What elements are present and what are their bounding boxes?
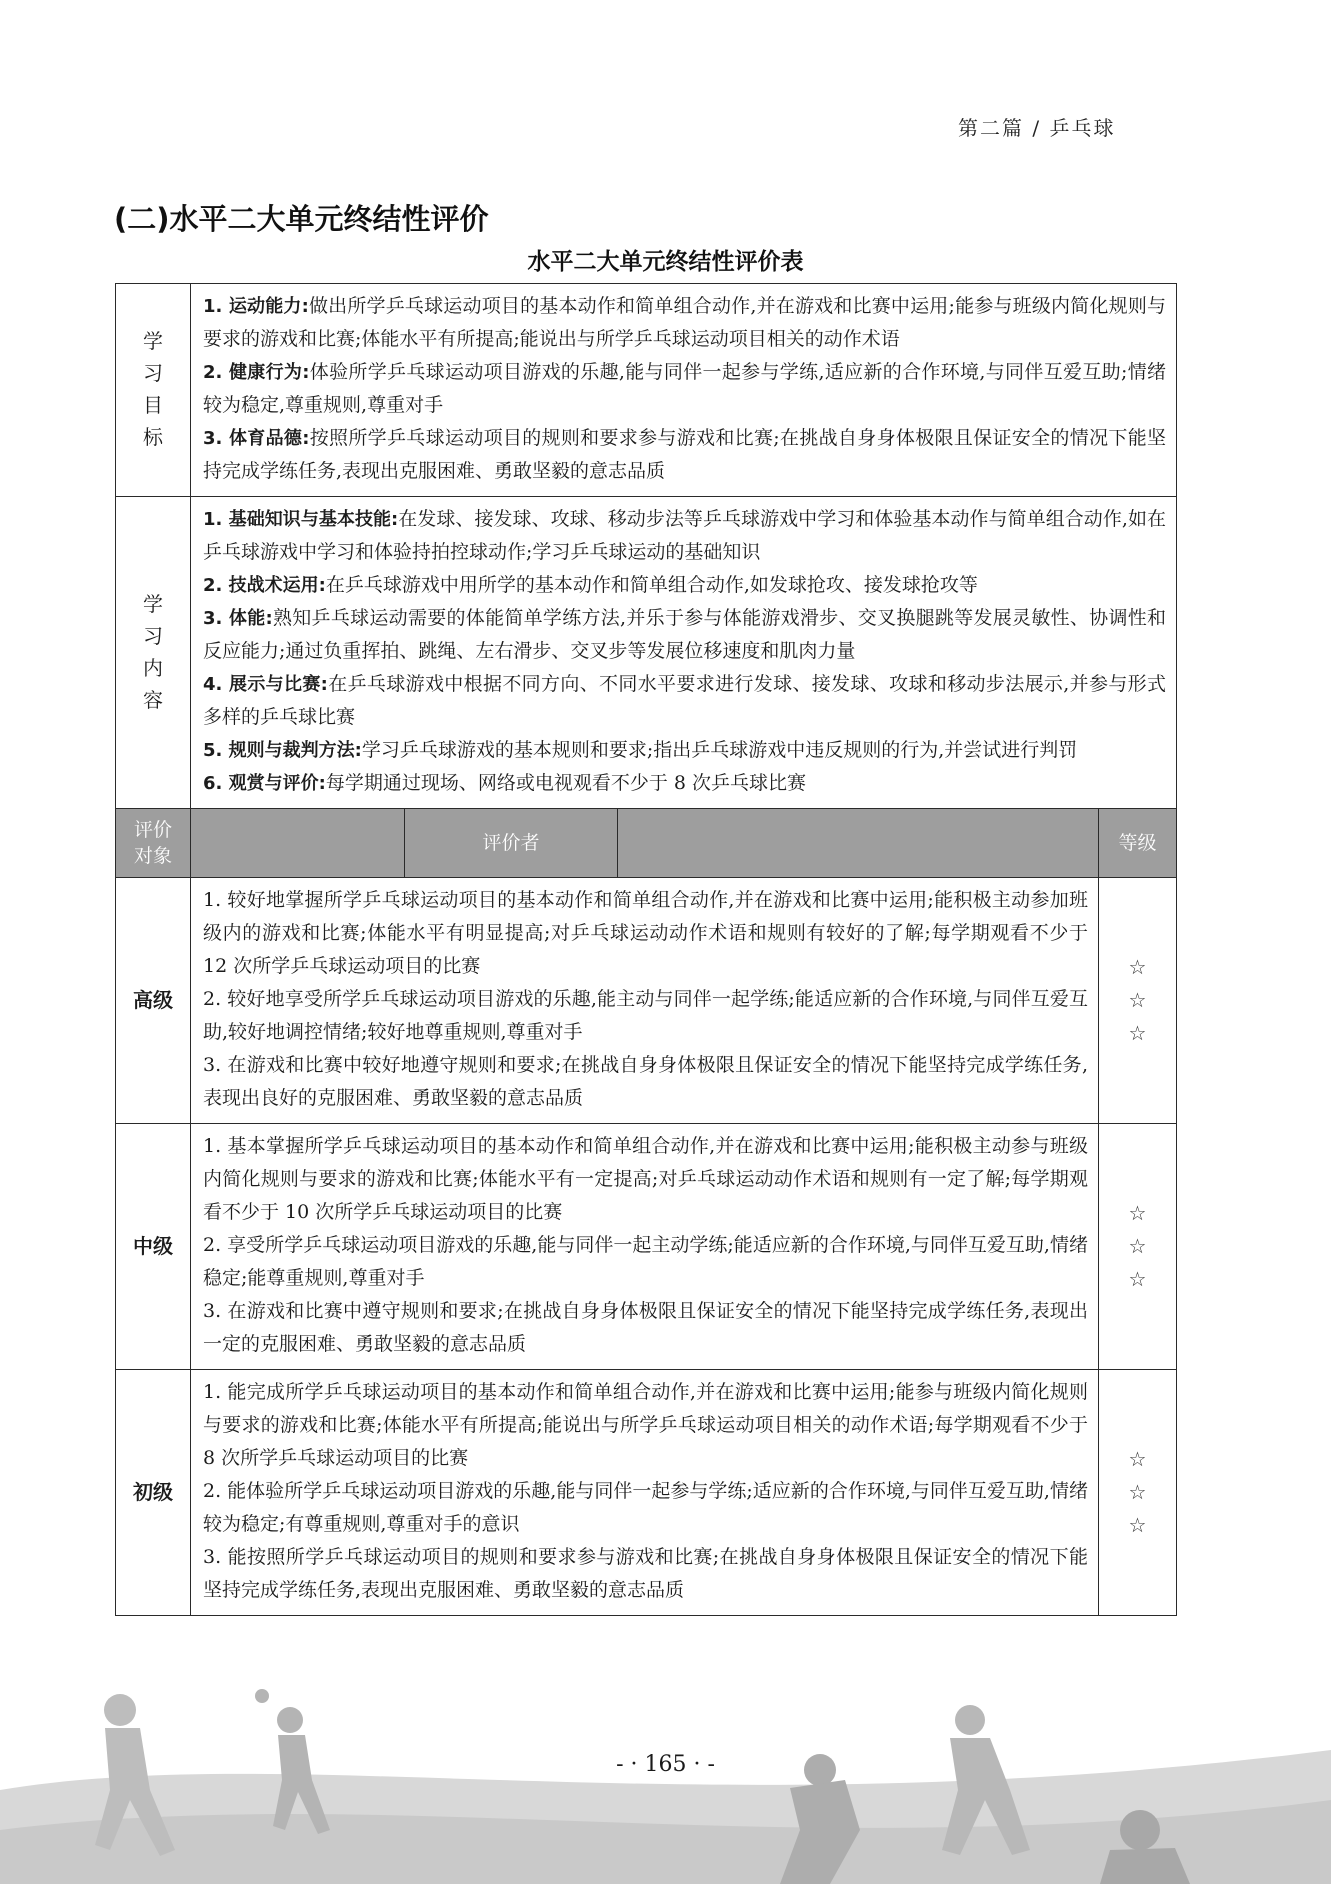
goals-content [191, 284, 1177, 497]
content-item-head: 4. 展示与比赛: [203, 674, 328, 695]
evaluation-table [115, 283, 1177, 1616]
content-item [203, 503, 1166, 569]
content-item-text: 学习乒乓球游戏的基本规则和要求;指出乒乓球游戏中违反规则的行为,并尝试进行判罚 [361, 739, 1078, 761]
page-number: - · 165 · - [616, 1752, 715, 1777]
section-title: (二)水平二大单元终结性评价 [114, 202, 489, 236]
level-item: 2. 享受所学乒乓球运动项目游戏的乐趣,能与同伴一起主动学练;能适应新的合作环境,与同伴互爱互助,情绪稳定;能尊重规则,尊重对手 [203, 1234, 1088, 1289]
star-outline-icon: ☆ [1128, 1234, 1147, 1258]
content-item [203, 668, 1166, 734]
content-content [191, 497, 1177, 809]
footer-decoration [0, 1680, 1331, 1884]
goals-label: 学习目标 [143, 329, 163, 449]
level-label: 高级 [133, 987, 173, 1012]
level-content [191, 878, 1099, 1124]
content-item [203, 767, 1166, 800]
goal-item [203, 422, 1166, 488]
content-item-head: 5. 规则与裁判方法: [203, 740, 362, 761]
content-item [203, 734, 1166, 767]
content-label-cell [116, 497, 191, 809]
goal-item-text: 体验所学乒乓球运动项目游戏的乐趣,能与同伴一起参与学练,适应新的合作环境,与同伴互爱互助;情绪较为稳定,尊重规则,尊重对手 [203, 361, 1167, 416]
grade-stars-cell [1099, 1370, 1177, 1616]
content-item [203, 569, 1166, 602]
content-item-head: 2. 技战术运用: [203, 575, 326, 596]
goals-label-cell [116, 284, 191, 497]
content-item-text: 在发球、接发球、攻球、移动步法等乒乓球游戏中学习和体验基本动作与简单组合动作,如在乒乓球游戏中学习和体验持拍控球动作;学习乒乓球运动的基础知识 [203, 508, 1167, 563]
level-row-advanced [116, 878, 1177, 1124]
header-evaluator: 评价者 [405, 809, 618, 878]
level-item: 3. 能按照所学乒乓球运动项目的规则和要求参与游戏和比赛;在挑战自身身体极限且保证安全的情况下能坚持完成学练任务,表现出克服困难、勇敢坚毅的意志品质 [203, 1546, 1088, 1601]
content-item-text: 每学期通过现场、网络或电视观看不少于 8 次乒乓球比赛 [325, 772, 806, 794]
header-target: 评价对象 [133, 819, 172, 867]
goals-row [116, 284, 1177, 497]
grade-stars-cell [1099, 1124, 1177, 1370]
goal-item-text: 按照所学乒乓球运动项目的规则和要求参与游戏和比赛;在挑战自身身体极限且保证安全的情况下能坚持完成学练任务,表现出克服困难、勇敢坚毅的意志品质 [203, 427, 1167, 482]
level-label-cell [116, 878, 191, 1124]
star-outline-icon: ☆ [1128, 988, 1147, 1012]
level-item: 1. 较好地掌握所学乒乓球运动项目的基本动作和简单组合动作,并在游戏和比赛中运用;能积极主动参加班级内的游戏和比赛;体能水平有明显提高;对乒乓球运动动作术语和规则有较好的了解;每学期观看不少于 12 次所学乒乓球运动项目的比赛 [203, 889, 1088, 977]
level-row-intermediate [116, 1124, 1177, 1370]
content-item-text: 在乒乓球游戏中用所学的基本动作和简单组合动作,如发球抢攻、接发球抢攻等 [325, 574, 978, 596]
running-head: 第二篇 / 乒乓球 [958, 116, 1116, 140]
level-content [191, 1124, 1099, 1370]
grade-stars-cell [1099, 878, 1177, 1124]
header-blank-cell [191, 809, 405, 878]
level-label: 初级 [133, 1479, 173, 1504]
content-item-text: 在乒乓球游戏中根据不同方向、不同水平要求进行发球、接发球、攻球和移动步法展示,并参与形式多样的乒乓球比赛 [203, 673, 1167, 728]
header-blank-cell [618, 809, 1099, 878]
level-item: 2. 较好地享受所学乒乓球运动项目游戏的乐趣,能主动与同伴一起学练;能适应新的合作环境,与同伴互爱互助,较好地调控情绪;较好地尊重规则,尊重对手 [203, 988, 1088, 1043]
content-item [203, 602, 1166, 668]
table-title: 水平二大单元终结性评价表 [527, 249, 804, 275]
level-item: 3. 在游戏和比赛中遵守规则和要求;在挑战自身身体极限且保证安全的情况下能坚持完成学练任务,表现出一定的克服困难、勇敢坚毅的意志品质 [203, 1300, 1088, 1355]
star-outline-icon: ☆ [1128, 1201, 1147, 1225]
level-label-cell [116, 1370, 191, 1616]
level-item: 3. 在游戏和比赛中较好地遵守规则和要求;在挑战自身身体极限且保证安全的情况下能坚持完成学练任务,表现出良好的克服困难、勇敢坚毅的意志品质 [203, 1054, 1088, 1109]
content-item-head: 3. 体能: [203, 608, 273, 629]
goal-item-head: 1. 运动能力: [203, 296, 309, 317]
level-content [191, 1370, 1099, 1616]
star-outline-icon: ☆ [1128, 1267, 1147, 1291]
goal-item-head: 3. 体育品德: [203, 428, 310, 449]
level-row-basic [116, 1370, 1177, 1616]
level-label-cell [116, 1124, 191, 1370]
goal-item-text: 做出所学乒乓球运动项目的基本动作和简单组合动作,并在游戏和比赛中运用;能参与班级内简化规则与要求的游戏和比赛;体能水平有所提高;能说出与所学乒乓球运动项目相关的动作术语 [203, 295, 1167, 350]
content-item-text: 熟知乒乓球运动需要的体能简单学练方法,并乐于参与体能游戏滑步、交叉换腿跳等发展灵敏性、协调性和反应能力;通过负重挥拍、跳绳、左右滑步、交叉步等发展位移速度和肌肉力量 [203, 607, 1167, 662]
star-outline-icon: ☆ [1128, 1447, 1147, 1471]
level-item: 1. 基本掌握所学乒乓球运动项目的基本动作和简单组合动作,并在游戏和比赛中运用;能积极主动参与班级内简化规则与要求的游戏和比赛;体能水平有一定提高;对乒乓球运动动作术语和规则有一定了解;每学期观看不少于 10 次所学乒乓球运动项目的比赛 [203, 1135, 1088, 1223]
goal-item-head: 2. 健康行为: [203, 362, 310, 383]
star-outline-icon: ☆ [1128, 1513, 1147, 1537]
content-item-head: 6. 观赏与评价: [203, 773, 326, 794]
content-label: 学习内容 [143, 591, 163, 712]
level-item: 1. 能完成所学乒乓球运动项目的基本动作和简单组合动作,并在游戏和比赛中运用;能参与班级内简化规则与要求的游戏和比赛;体能水平有所提高;能说出与所学乒乓球运动项目相关的动作术语;每学期观看不少于 8 次所学乒乓球运动项目的比赛 [203, 1381, 1088, 1469]
star-outline-icon: ☆ [1128, 1021, 1147, 1045]
content-item-head: 1. 基础知识与基本技能: [203, 509, 399, 530]
level-label: 中级 [133, 1233, 173, 1258]
goal-item [203, 290, 1166, 356]
content-row [116, 497, 1177, 809]
level-item: 2. 能体验所学乒乓球运动项目游戏的乐趣,能与同伴一起参与学练;适应新的合作环境,与同伴互爱互助,情绪较为稳定;有尊重规则,尊重对手的意识 [203, 1480, 1088, 1535]
header-target-cell [116, 809, 191, 878]
star-outline-icon: ☆ [1128, 955, 1147, 979]
goal-item [203, 356, 1166, 422]
header-row [116, 809, 1177, 878]
header-grade: 等级 [1099, 809, 1177, 878]
star-outline-icon: ☆ [1128, 1480, 1147, 1504]
